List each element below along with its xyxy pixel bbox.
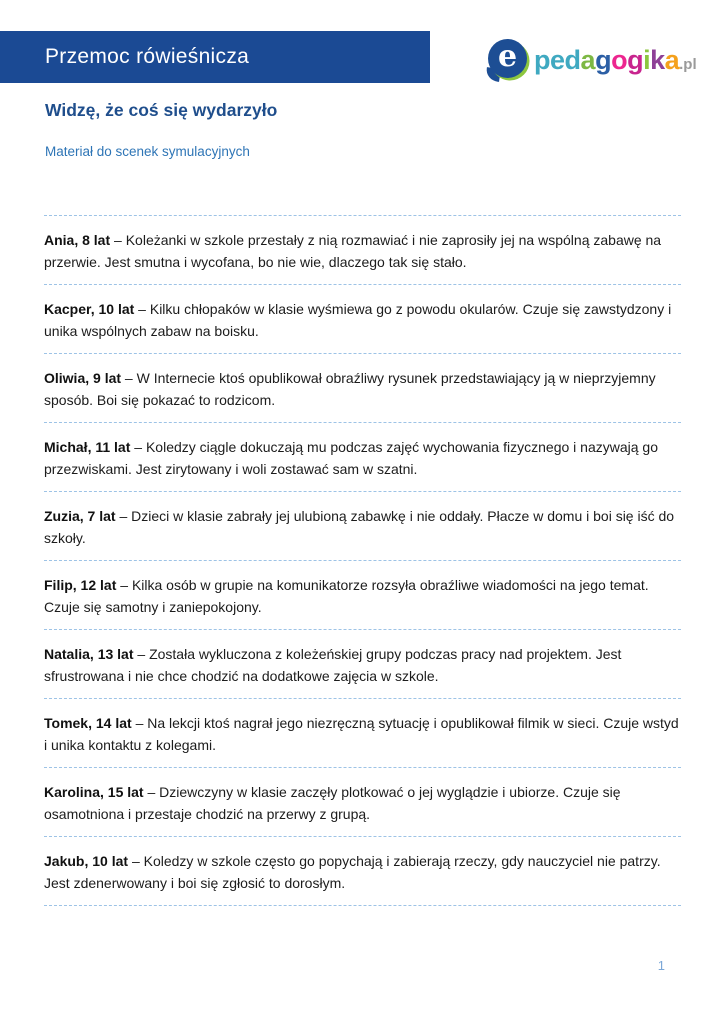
- entry-natalia: [44, 629, 681, 698]
- logo-letter-1: e: [550, 44, 565, 75]
- entry-name: Tomek, 14 lat: [44, 715, 132, 731]
- entry-name: Zuzia, 7 lat: [44, 508, 116, 524]
- entry-description: Dzieci w klasie zabrały jej ulubioną zabawkę i nie oddały. Płacze w domu i boi się iść do szkoły.: [44, 508, 675, 546]
- entry-description: W Internecie ktoś opublikował obraźliwy rysunek przedstawiający ją w nieprzyjemny sposób. Boi się pokazać to rodzicom.: [44, 370, 656, 408]
- entry-dash: –: [114, 232, 122, 248]
- entry-description: Kilka osób w grupie na komunikatorze rozsyła obraźliwe wiadomości na jego temat. Czuje się samotny i zaniepokojony.: [44, 577, 649, 615]
- logo-letter-7: i: [643, 44, 651, 75]
- entry-kacper: [44, 284, 681, 353]
- entry-karolina: [44, 767, 681, 836]
- entry-dash: –: [120, 577, 129, 593]
- scenario-list: [44, 215, 681, 906]
- entry-name: Filip, 12 lat: [44, 577, 117, 593]
- entry-ania: [44, 215, 681, 284]
- entry-zuzia: [44, 491, 681, 560]
- entry-name: Oliwia, 9 lat: [44, 370, 122, 386]
- entry-dash: –: [138, 301, 146, 317]
- logo-letter-6: g: [627, 44, 644, 75]
- entry-dash: –: [147, 784, 156, 800]
- entry-dash: –: [131, 853, 140, 869]
- entry-description: Koledzy w szkole często go popychają i zabierają rzeczy, gdy nauczyciel nie patrzy. Jest zdenerwowany i boi się zgłosić to dorosłym.: [44, 853, 661, 891]
- bottom-divider: [44, 905, 681, 906]
- logo-letter-5: o: [611, 44, 628, 75]
- logo-letter-3: a: [580, 44, 596, 75]
- header-bar-title: Przemoc rówieśnicza: [45, 45, 250, 68]
- entry-description: Kilku chłopaków w klasie wyśmiewa go z powodu okularów. Czuje się zawstydzony i unika wspólnych zabaw na boisku.: [44, 301, 672, 339]
- logo-letter-8: k: [650, 44, 665, 75]
- entry-oliwia: [44, 353, 681, 422]
- logo-tld: .pl: [679, 55, 697, 73]
- entry-description: Dziewczyny w klasie zaczęły plotkować o jej wyglądzie i ubiorze. Czuje się osamotniona i przestaje chodzić na przerwy z grupą.: [44, 784, 621, 822]
- entry-tomek: [44, 698, 681, 767]
- entry-michal: [44, 422, 681, 491]
- entry-name: Natalia, 13 lat: [44, 646, 134, 662]
- logo-e-bubble-icon: [487, 38, 532, 83]
- logo-letter-0: p: [534, 44, 550, 75]
- entry-filip: [44, 560, 681, 629]
- document-title: Widzę, że coś się wydarzyło: [45, 100, 278, 120]
- entry-name: Ania, 8 lat: [44, 232, 111, 248]
- entry-dash: –: [137, 646, 146, 662]
- header-bar: [0, 31, 430, 83]
- epedagogika-logo: [487, 37, 697, 83]
- entry-description: Została wykluczona z koleżeńskiej grupy podczas pracy nad projektem. Jest sfrustrowana i nie chce chodzić na dodatkowe zajęcia w szkole.: [44, 646, 622, 684]
- entry-dash: –: [134, 439, 143, 455]
- logo-wordmark: [534, 45, 697, 76]
- page-number: 1: [657, 958, 665, 973]
- entry-dash: –: [124, 370, 133, 386]
- logo-letter-2: d: [564, 44, 581, 75]
- logo-letter-9: a: [664, 44, 680, 75]
- entry-jakub: [44, 836, 681, 905]
- document-subtitle: Materiał do scenek symulacyjnych: [45, 144, 250, 159]
- entry-description: Na lekcji ktoś nagrał jego niezręczną sytuację i opublikował filmik w sieci. Czuje wstyd i unika kontaktu z kolegami.: [44, 715, 679, 753]
- entry-description: Koleżanki w szkole przestały z nią rozmawiać i nie zaprosiły jej na wspólną zabawę na przerwie. Jest smutna i wycofana, bo nie wie, dlaczego tak się stało.: [44, 232, 662, 270]
- logo-letter-4: g: [595, 44, 612, 75]
- entry-dash: –: [135, 715, 144, 731]
- entry-name: Kacper, 10 lat: [44, 301, 135, 317]
- logo-e-letter: e: [497, 39, 518, 74]
- entry-dash: –: [119, 508, 128, 524]
- entry-name: Jakub, 10 lat: [44, 853, 129, 869]
- entry-name: Michał, 11 lat: [44, 439, 131, 455]
- entry-name: Karolina, 15 lat: [44, 784, 144, 800]
- entry-description: Koledzy ciągle dokuczają mu podczas zajęć wychowania fizycznego i nazywają go przezwiskami. Jest zirytowany i woli zostawać sam w szatni.: [44, 439, 659, 477]
